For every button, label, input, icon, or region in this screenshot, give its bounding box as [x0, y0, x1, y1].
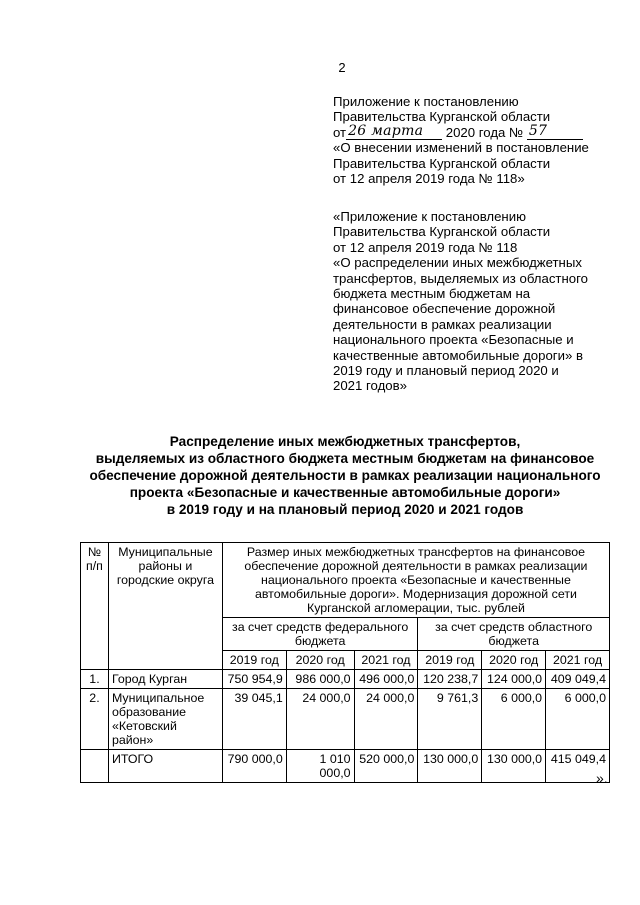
- total-value: 130 000,0: [482, 750, 546, 783]
- row-value: 986 000,0: [286, 670, 354, 689]
- total-value: 520 000,0: [354, 750, 418, 783]
- annex-line: от 12 апреля 2019 года № 118»: [333, 171, 525, 187]
- header-transfer-size: Размер иных межбюджетных трансфертов на финансовое обеспечение дорожной деятельности в рамках реализации национального проекта «Безопасные и качественные автомобильные дороги». Модернизация дорожной сети Курганской агломерации, тыс. рублей: [222, 543, 609, 618]
- date-blank: [346, 122, 442, 140]
- annex-line: национального проекта «Безопасные и: [333, 332, 574, 348]
- annex-line: качественные автомобильные дороги» в: [333, 347, 583, 363]
- row-value: 496 000,0: [354, 670, 418, 689]
- row-num: 2.: [81, 689, 109, 750]
- handwritten-number: 57: [528, 122, 548, 139]
- row-name: Город Курган: [108, 670, 222, 689]
- header-regional: за счет средств областного бюджета: [418, 618, 610, 651]
- annex-line: финансовое обеспечение дорожной: [333, 301, 556, 317]
- header-year: 2021 год: [354, 651, 418, 670]
- header-federal: за счет средств федерального бюджета: [222, 618, 418, 651]
- row-value: 39 045,1: [222, 689, 286, 750]
- annex-line: 2019 году и плановый период 2020 и: [333, 363, 559, 379]
- table-total-row: [81, 750, 610, 783]
- closing-quote-mark: ».: [596, 770, 608, 786]
- annex-line: «Приложение к постановлению: [333, 209, 526, 224]
- annex-line: 2021 годов»: [333, 378, 407, 394]
- annex-line: деятельности в рамках реализации: [333, 316, 552, 332]
- row-value: 124 000,0: [482, 670, 546, 689]
- annex-line: «О внесении изменений в постановление: [333, 140, 589, 156]
- total-value: 1 010 000,0: [286, 750, 354, 783]
- title-line: в 2019 году и на плановый период 2020 и 2021 годов: [166, 502, 524, 517]
- row-value: 24 000,0: [286, 689, 354, 750]
- total-value: 130 000,0: [418, 750, 482, 783]
- title-line: обеспечение дорожной деятельности в рамках реализации национального: [89, 468, 601, 483]
- annex-line: Приложение к постановлению: [333, 94, 519, 109]
- annex-date-line: [333, 122, 623, 140]
- total-value: 415 049,4: [546, 750, 610, 783]
- annex-line: Правительства Курганской области: [333, 155, 551, 171]
- row-name: Муниципальное образование «Кетовский район»: [108, 689, 222, 750]
- row-num: 1.: [81, 670, 109, 689]
- header-year: 2019 год: [418, 651, 482, 670]
- header-year: 2020 год: [482, 651, 546, 670]
- annex-line: Правительства Курганской области: [333, 109, 551, 125]
- annex-line: от 12 апреля 2019 года № 118: [333, 239, 518, 255]
- title-line: Распределение иных межбюджетных трансфертов,: [169, 434, 521, 449]
- handwritten-date: 26 марта: [348, 122, 424, 139]
- annex-line: бюджета местным бюджетам на: [333, 286, 531, 302]
- total-label: ИТОГО: [108, 750, 222, 783]
- annex-header-new: [333, 94, 623, 186]
- row-value: 6 000,0: [546, 689, 610, 750]
- annex-line: Правительства Курганской области: [333, 224, 551, 240]
- header-municipality: Муниципальные районы и городские округа: [108, 543, 222, 670]
- table-row: [81, 689, 610, 750]
- number-blank: [527, 122, 583, 140]
- row-value: 750 954,9: [222, 670, 286, 689]
- table-row: [81, 670, 610, 689]
- row-value: 6 000,0: [482, 689, 546, 750]
- row-value: 24 000,0: [354, 689, 418, 750]
- header-year: 2020 год: [286, 651, 354, 670]
- annex-header-original: [333, 209, 623, 394]
- title-line: проекта «Безопасные и качественные автомобильные дороги»: [129, 485, 561, 500]
- row-value: 120 238,7: [418, 670, 482, 689]
- title-line: выделяемых из областного бюджета местным бюджетам на финансовое: [95, 451, 595, 466]
- annex-line: «О распределении иных межбюджетных: [333, 255, 582, 271]
- row-value: 9 761,3: [418, 689, 482, 750]
- table-header-row: [81, 543, 610, 618]
- transfers-table: [80, 542, 610, 783]
- header-year: 2019 год: [222, 651, 286, 670]
- page-number: 2: [338, 60, 346, 75]
- total-value: 790 000,0: [222, 750, 286, 783]
- header-year: 2021 год: [546, 651, 610, 670]
- date-prefix: от: [333, 124, 347, 140]
- header-num: № п/п: [81, 543, 109, 670]
- year-text: 2020 года №: [445, 124, 524, 140]
- row-value: 409 049,4: [546, 670, 610, 689]
- document-title: [40, 433, 640, 518]
- row-num: [81, 750, 109, 783]
- annex-line: трансфертов, выделяемых из областного: [333, 270, 588, 286]
